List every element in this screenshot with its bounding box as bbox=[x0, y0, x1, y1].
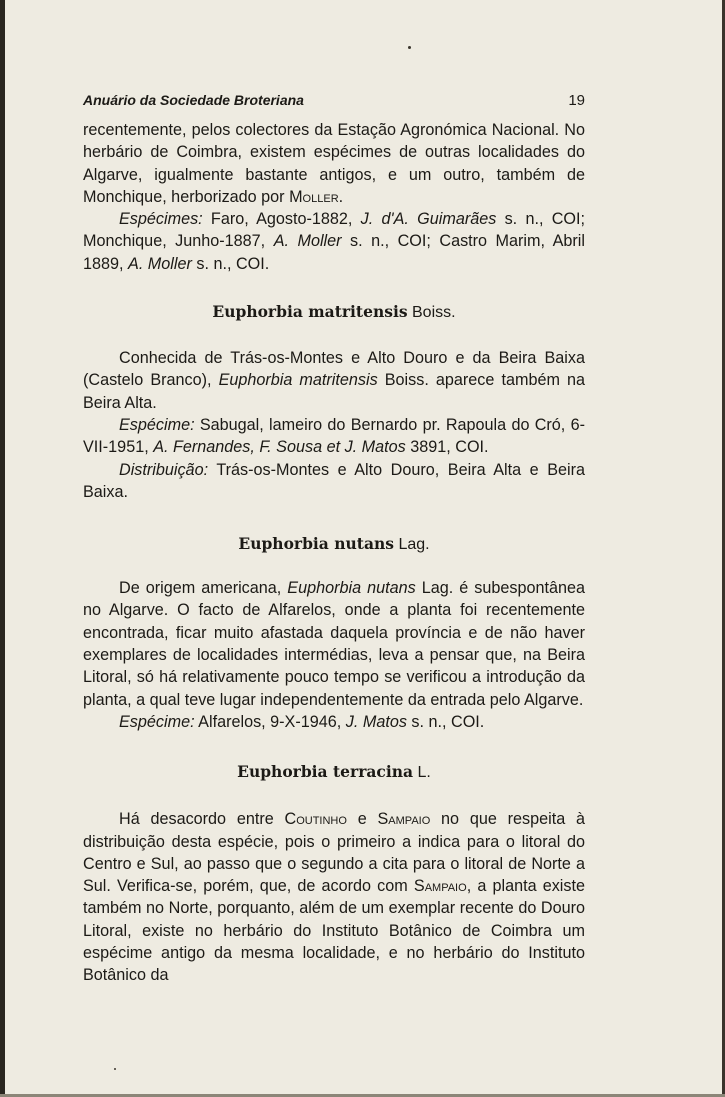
specimen-list: Espécime: Sabugal, lameiro do Bernardo pr. Rapoula do Cró, 6-VII-1951, A. Fernandes, F. Sousa et J. Matos 3891, COI. bbox=[83, 415, 585, 457]
paper-speck bbox=[114, 1068, 116, 1070]
species-heading: Euphorbia terracina L. bbox=[237, 762, 431, 782]
distribution: Distribuição: Trás-os-Montes e Alto Douro, Beira Alta e Beira Baixa. bbox=[83, 460, 585, 501]
specimen-label: Espécime: bbox=[119, 712, 195, 731]
species-heading: Euphorbia matritensis Boiss. bbox=[212, 302, 456, 322]
species-heading: Euphorbia nutans Lag. bbox=[238, 534, 430, 554]
distribution-label: Distribuição: bbox=[119, 460, 209, 479]
page-number: 19 bbox=[568, 92, 585, 109]
scan-frame-left bbox=[0, 0, 5, 1097]
paper-speck bbox=[408, 46, 411, 49]
running-head bbox=[83, 92, 585, 112]
collector-name: Moller bbox=[289, 187, 339, 206]
author-name: Sampaio bbox=[413, 877, 467, 896]
author-name: Sampaio bbox=[377, 810, 431, 829]
paragraph: recentemente, pelos colectores da Estação Agronómica Nacional. No herbário de Coimbra, existem espécimes de outras localidades do Algarve, igualmente bastante antigos, e um outro, também de Monchique, herborizado por Moller. bbox=[83, 121, 585, 206]
article-body bbox=[83, 119, 585, 987]
specimen-list: Espécimes: Faro, Agosto-1882, J. d'A. Guimarães s. n., COI; Monchique, Junho-1887, A. Moller s. n., COI; Castro Marim, Abril 1889, A. Moller s. n., COI. bbox=[83, 210, 585, 273]
author-name: Coutinho bbox=[284, 810, 347, 829]
specimen-label: Espécime: bbox=[119, 415, 195, 434]
specimen-label: Espécimes: bbox=[119, 210, 203, 229]
paragraph: Conhecida de Trás-os-Montes e Alto Douro e da Beira Baixa (Castelo Branco), Euphorbia matritensis Boiss. aparece também na Beira Alta. bbox=[83, 349, 585, 412]
paragraph: Há desacordo entre Coutinho e Sampaio no que respeita à distribuição desta espécie, pois o primeiro a indica para o litoral do Centro e Sul, ao passo que o segundo a cita para o litoral de Norte a Sul. Verifica-se, porém, que, de acordo com Sampaio, a planta existe também no Norte, porquanto, além de um exemplar recente do Douro Litoral, existe no herbário do Instituto Botânico de Coimbra um espécime antigo da mesma localidade, e no herbário do Instituto Botânico da bbox=[83, 810, 585, 985]
journal-title: Anuário da Sociedade Broteriana bbox=[83, 92, 304, 108]
paragraph: De origem americana, Euphorbia nutans Lag. é subespontânea no Algarve. O facto de Alfarelos, onde a planta foi recentemente encontrada, ficar muito afastada daquela província e de não haver exemplares de localidades intermédias, leva a pensar que, na Beira Litoral, só há relativamente pouco tempo se verificou a introdução da planta, a qual teve lugar independentemente da entrada pelo Algarve. bbox=[83, 579, 585, 709]
specimen-list: Espécime: Alfarelos, 9-X-1946, J. Matos s. n., COI. bbox=[119, 712, 485, 731]
